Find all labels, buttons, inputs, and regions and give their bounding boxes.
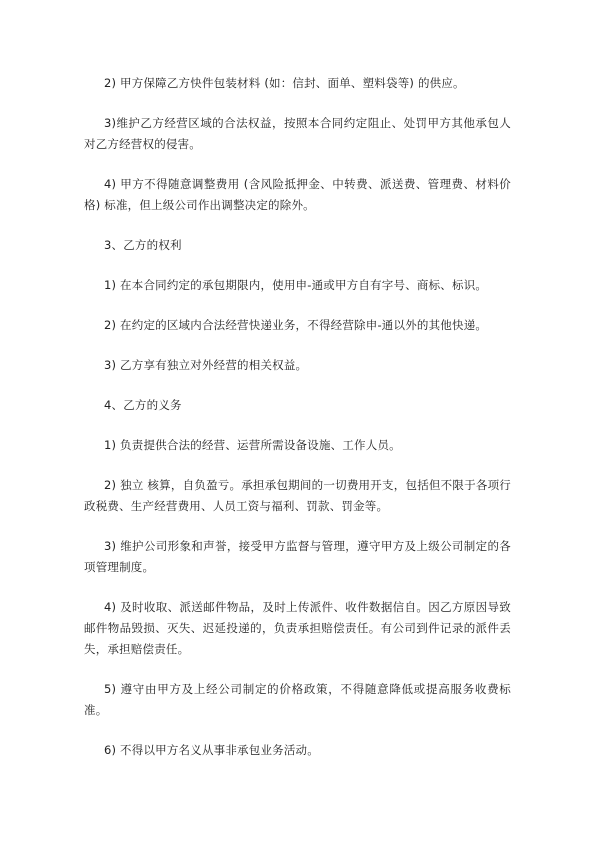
paragraph-6: 2) 在约定的区域内合法经营快递业务，不得经营除申-通以外的其他快递。 [104,318,488,332]
paragraph-5: 1) 在本合同约定的承包期限内，使用申-通或甲方自有字号、商标、标识。 [104,278,488,292]
paragraph-10: 2) 独立 核算，自负盈亏。承担承包期间的一切费用开支，包括但不限于各项行政税费、生产经营费用、人员工资与福利、罚款、罚金等。 [84,478,511,513]
section-heading-4: 4、乙方的义务 [104,398,182,412]
paragraph-1: 2) 甲方保障乙方快件包装材料 (如：信封、面单、塑料袋等) 的供应。 [104,76,465,90]
paragraph-11: 3) 维护公司形象和声誉，接受甲方监督与管理，遵守甲方及上级公司制定的各项管理制度。 [84,539,511,574]
paragraph-12: 4) 及时收取、派送邮件物品，及时上传派件、收件数据信自。因乙方原因导致邮件物品毁损、灭失、迟延投递的，负责承担赔偿责任。有公司到件记录的派件丢失，承担赔偿责任。 [84,600,511,656]
paragraph-2: 3)维护乙方经营区域的合法权益，按照本合同约定阻止、处罚甲方其他承包人对乙方经营权的侵害。 [84,116,511,151]
paragraph-3: 4) 甲方不得随意调整费用 (含风险抵押金、中转费、派送费、管理费、材料价格) 标准，但上级公司作出调整决定的除外。 [84,177,511,212]
paragraph-14: 6) 不得以甲方名义从事非承包业务活动。 [104,743,319,757]
paragraph-7: 3) 乙方享有独立对外经营的相关权益。 [104,358,308,372]
paragraph-13: 5) 遵守由甲方及上经公司制定的价格政策，不得随意降低或提高服务收费标准。 [84,682,511,717]
paragraph-9: 1) 负责提供合法的经营、运营所需设备设施、工作人员。 [104,438,401,452]
section-heading-3: 3、乙方的权利 [104,238,182,252]
